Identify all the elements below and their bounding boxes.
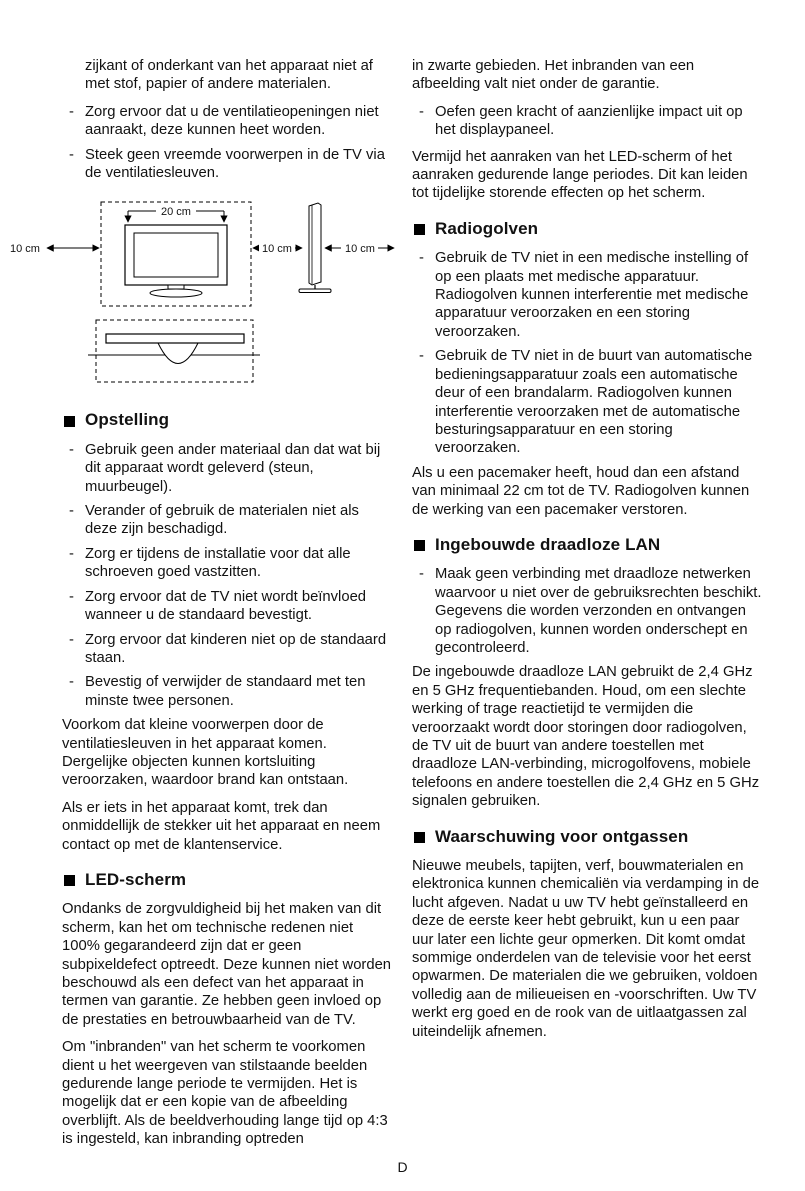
list-item <box>62 441 392 496</box>
section-marker-icon <box>64 875 75 886</box>
list-item-text: Zorg ervoor dat u de ventilatieopeningen niet aanraakt, deze kunnen heet worden. <box>85 103 379 139</box>
paragraph: Nieuwe meubels, tapijten, verf, bouwmaterialen en elektronica kunnen chemicaliën via verdamping in de lucht afgeven. Nadat u uw TV hebt geïnstalleerd en deze de eerste keer hebt gebruikt, kun u een paar uur later een lichte geur opmerken. Dit komt omdat sommige onderdelen van de televisie voor het eerst opwarmen. De materialen die we gebruiken, voldoen volledig aan de milieueisen en -voorschriften. Uw TV werkt erg goed en de rook van de uitlaatgassen zal uiteindelijk afnemen. <box>412 858 760 1040</box>
list-item <box>412 103 762 140</box>
dash-marker: - <box>69 503 74 520</box>
list-item <box>62 545 392 582</box>
list-item <box>412 565 762 657</box>
dash-marker: - <box>69 631 74 648</box>
paragraph: Als u een pacemaker heeft, houd dan een afstand van minimaal 22 cm tot de TV. Radiogolven kunnen de werking van een pacemaker verstoren. <box>412 464 750 518</box>
list-item-text: Gebruik geen ander materiaal dan dat wat bij dit apparaat wordt geleverd (steun, muurbeugel). <box>85 441 381 495</box>
paragraph: Voorkom dat kleine voorwerpen door de ventilatiesleuven in het apparaat komen. Dergelijke objecten kunnen kortsluiting veroorzaken, waardoor brand kan ontstaan. <box>62 717 349 789</box>
section-title: Waarschuwing voor ontgassen <box>435 826 689 846</box>
tv-top-view <box>88 334 260 364</box>
list-item-text: Oefen geen kracht of aanzienlijke impact uit op het displaypaneel. <box>435 103 743 139</box>
list-item-text: Zorg ervoor dat kinderen niet op de standaard staan. <box>85 631 387 666</box>
continuation-paragraph: zijkant of onderkant van het apparaat niet af met stof, papier of andere materialen. <box>85 58 373 93</box>
left-clearance-label: 10 cm <box>10 243 40 256</box>
dimension-right-clearance <box>325 241 394 255</box>
section-heading-ingebouwde-draadloze-lan <box>414 536 762 554</box>
top-clearance-label: 20 cm <box>161 206 191 219</box>
paragraph: Vermijd het aanraken van het LED-scherm of het aanraken gedurende lange periodes. Dit kan leiden tot tijdelijke storende effecten op het scherm. <box>412 148 748 202</box>
dash-marker: - <box>419 348 424 365</box>
section-marker-icon <box>414 224 425 235</box>
list-item <box>62 103 392 140</box>
section-title: Ingebouwde draadloze LAN <box>435 534 661 554</box>
list-item-text: Bevestig of verwijder de standaard met ten minste twee personen. <box>85 674 366 709</box>
dash-marker: - <box>419 250 424 267</box>
dash-marker: - <box>69 545 74 562</box>
list-item <box>62 631 392 668</box>
continuation-paragraph: in zwarte gebieden. Het inbranden van een afbeelding valt niet onder de garantie. <box>412 58 695 93</box>
dash-marker: - <box>69 674 74 691</box>
section-heading-waarschuwing-voor-ontgassen <box>414 828 762 846</box>
list-item-text: Gebruik de TV niet in een medische instelling of op een plaats met medische apparatuur. Radiogolven kunnen interferentie met medische apparatuur veroorzaken en een storing veroorzaken. <box>435 250 749 340</box>
dash-marker: - <box>69 588 74 605</box>
list-item-text: Zorg ervoor dat de TV niet wordt beïnvloed wanneer u de standaard bevestigt. <box>85 588 367 624</box>
dimension-top-clearance <box>128 206 224 222</box>
section-heading-led-scherm <box>64 871 392 889</box>
tv-front-view <box>125 225 227 297</box>
list-item <box>412 249 762 341</box>
dash-marker: - <box>69 103 74 120</box>
list-item-text: Steek geen vreemde voorwerpen in de TV via de ventilatiesleuven. <box>85 146 385 182</box>
dash-marker: - <box>69 146 74 163</box>
list-item-text: Gebruik de TV niet in de buurt van automatische bedieningsapparatuur zoals een automatische deur of een brandalarm. Radiogolven kunnen interferentie veroorzaken met de automatische besturingsapparatuur en een storing veroorzaken. <box>435 348 753 457</box>
section-heading-radiogolven <box>414 220 762 238</box>
right-clearance-label: 10 cm <box>345 243 375 256</box>
paragraph: Ondanks de zorgvuldigheid bij het maken van dit scherm, kan het om technische redenen niet 100% gegarandeerd zijn dat er geen subpixeldefect optreedt. Deze kunnen niet worden beschouwd als een defect van het apparaat in termen van garantie. Ze hebben geen invloed op de prestaties en betrouwbaarheid van de TV. <box>62 901 392 1028</box>
paragraph: De ingebouwde draadloze LAN gebruikt de 2,4 GHz en 5 GHz frequentiebanden. Houd, om een slechte werking of trage reactietijd te vermijden die veroorzaakt wordt door storingen door radiogolven, de TV uit de buurt van andere toestellen met draadloze LAN-verbinding, microgolfovens, mobiele telefoons en andere toestellen die 2,4 GHz en 5 GHz signalen gebruiken. <box>412 664 760 810</box>
list-item <box>62 502 392 539</box>
list-item-text: Zorg er tijdens de installatie voor dat alle schroeven goed vastzitten. <box>85 545 351 581</box>
dimension-middle-clearance <box>253 241 302 255</box>
list-item-text: Maak geen verbinding met draadloze netwerken waarvoor u niet over de gebruiksrechten beschikt. Gegevens die worden verzonden en ontvangen op radiogolven, kunnen worden onderschept en gecontroleerd. <box>435 566 762 656</box>
left-column <box>10 57 392 1158</box>
section-heading-opstelling <box>64 411 392 429</box>
list-item <box>412 347 762 457</box>
paragraph: Om "inbranden" van het scherm te voorkomen dient u het weergeven van stilstaande beelden gedurende lange periode te vermijden. Het is mogelijk dat er een kopie van de afbeelding overblijft. Als de beeldverhouding lange tijd op 4:3 is ingesteld, kan inbranding optreden <box>62 1039 388 1148</box>
list-item-text: Verander of gebruik de materialen niet als deze zijn beschadigd. <box>85 503 359 538</box>
list-item <box>62 588 392 625</box>
dimension-left-clearance <box>10 243 99 255</box>
section-title: Radiogolven <box>435 218 539 238</box>
tv-clearance-diagram <box>8 194 400 394</box>
dash-marker: - <box>419 566 424 583</box>
list-item <box>62 673 392 710</box>
section-title: LED-scherm <box>85 869 187 889</box>
dash-marker: - <box>69 441 74 458</box>
right-column <box>412 57 762 1158</box>
list-item <box>62 146 392 183</box>
section-marker-icon <box>414 832 425 843</box>
paragraph: Als er iets in het apparaat komt, trek dan onmiddellijk de stekker uit het apparaat en neem contact op met de klantenservice. <box>62 799 381 853</box>
section-marker-icon <box>64 416 75 427</box>
section-title: Opstelling <box>85 410 170 430</box>
section-marker-icon <box>414 540 425 551</box>
page-number: D <box>397 1159 408 1175</box>
dash-marker: - <box>419 103 424 120</box>
middle-clearance-label: 10 cm <box>262 243 292 256</box>
